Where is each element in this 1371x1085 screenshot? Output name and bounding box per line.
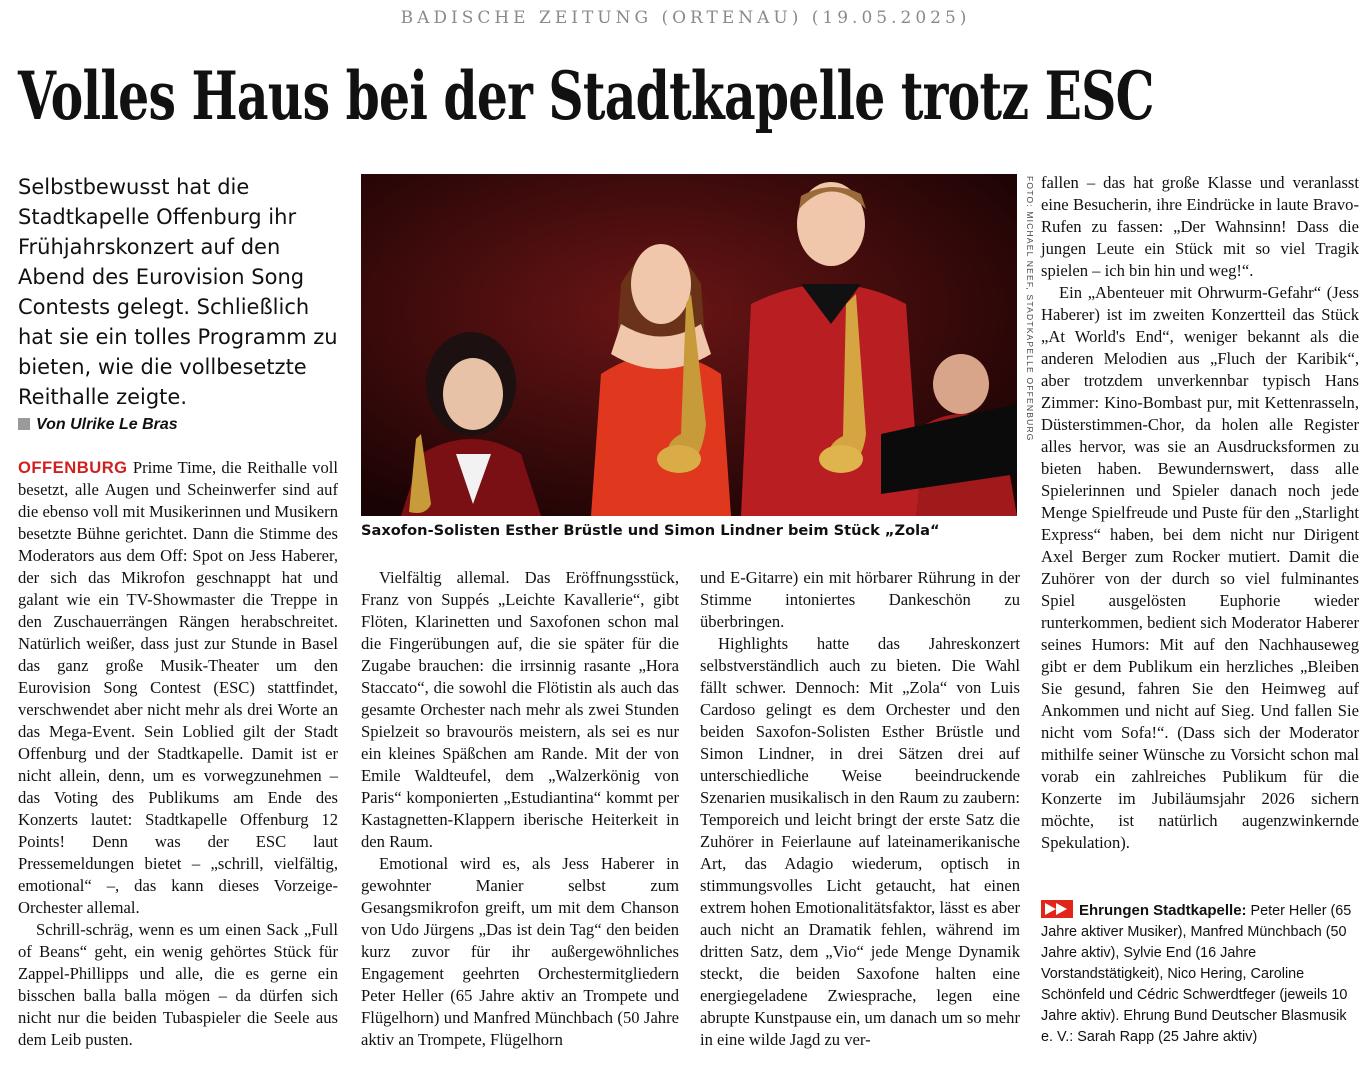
- col2-paragraph-1: Vielfältig allemal. Das Eröffnungsstück, Franz von Suppés „Leichte Kavallerie“, gibt Flöten, Klarinetten und Saxofonen schon mal die Fingerübungen auf, die sie später für die Zugabe brauchen: die irrsinnig rasante „Hora Staccato“, die sowohl die Flötistin als auch das gesamte Orchester nach mehr als zwei Stunden Spielzeit so bravourös meistern, als sei es nur ein kleines Späßchen am Rande. Mit der von Emile Waldteufel, dem „Walzerkönig von Paris“ komponierten „Estudiantina“ kommt per Kastagnetten-Klappern iberische Heiterkeit in den Raum.: [361, 568, 679, 851]
- masthead: BADISCHE ZEITUNG (ORTENAU) (19.05.2025): [400, 8, 971, 28]
- col1-paragraph-1: Prime Time, die Reithalle voll besetzt, alle Augen und Scheinwerfer sind auf die ebenso voll mit Musikerinnen und Musikern besetzte Bühne gerichtet. Dann die Stimme des Moderators aus dem Off: Spot on Jess Haberer, der sich das Mikrofon geschnappt hat und galant wie ein TV-Showmaster die Treppe in den Zuschauerrängen Rängen herabschreitet. Natürlich weißer, dass just zur Stunde in Basel das ganz große Musik-Theater um den Eurovision Song Contest (ESC) stattfindet, verschwendet aber nicht mehr als drei Worte an das Mega-Event. Sein Loblied gilt der Stadt Offenburg und der Stadtkapelle. Damit ist er nicht allein, denn, um es vorwegzunehmen – das Voting des Publikums am Ende des Konzerts lautet: Stadtkapelle Offenburg 12 Points! Denn was der ESC laut Pressemeldungen bietet – „schrill, vielfältig, emotional“ –, das kann dieses Vorzeige-Orchester allemal.: [18, 458, 338, 917]
- byline-square-icon: [18, 418, 30, 430]
- double-arrow-icon: [1041, 900, 1073, 918]
- concert-photo: [361, 174, 1017, 516]
- byline-author: Von Ulrike Le Bras: [36, 416, 178, 433]
- info-box-text: Peter Heller (65 Jahre aktiver Musiker), Manfred Münchbach (50 Jahre aktiv), Sylvie End (16 Jahre Vorstandstätigkeit), Nico Hering, Caroline Schönfeld und Cédric Schwerdtfeger (jeweils 10 Jahre aktiv). Ehrung Bund Deutscher Blasmusik e. V.: Sarah Rapp (25 Jahre aktiv): [1041, 903, 1352, 1045]
- headline: Volles Haus bei der Stadtkapelle trotz ESC: [18, 57, 1154, 135]
- article-column-3: [700, 567, 1020, 1051]
- col1-paragraph-2: Schrill-schräg, wenn es um einen Sack „Full of Beans“ geht, ein wenig gehörtes Stück für Zappel-Phillipps und alle, die es gerne ein bisschen balla balla mögen – da dürfen sich nicht nur die beiden Tubaspieler die Seele aus dem Leib pusten.: [18, 920, 338, 1049]
- photo-caption: Saxofon-Solisten Esther Brüstle und Simon Lindner beim Stück „Zola“: [361, 522, 940, 539]
- col2-paragraph-2: Emotional wird es, als Jess Haberer in gewohnter Manier selbst zum Gesangsmikrofon greift, um mit dem Chanson von Udo Jürgens „Das ist dein Tag“ den beiden kurz zuvor für ihr außergewöhnliches Engagement geehrten Orchestermitgliedern Peter Heller (65 Jahre aktiv an Trompete und Flügelhorn) und Manfred Münchbach (50 Jahre aktiv an Trompete, Flügelhorn: [361, 854, 679, 1049]
- article-column-4: [1041, 172, 1359, 854]
- col4-paragraph-1: fallen – das hat große Klasse und veranlasst eine Besucherin, ihre Eindrücke in laute Bravo-Rufen zu fassen: „Der Wahnsinn! Dass die jungen Leute ein Stück mit so viel Tragik spielen – ich bin hin und weg!“.: [1041, 173, 1359, 280]
- info-box-honors: [1041, 900, 1359, 1048]
- col3-paragraph-2: Highlights hatte das Jahreskonzert selbstverständlich auch zu bieten. Die Wahl fällt schwer. Dennoch: Mit „Zola“ von Luis Cardoso gelingt es dem Orchester und den beiden Saxofon-Solisten Esther Brüstle und Simon Lindner, in drei Sätzen drei auf unterschiedliche Weise beeindruckende Szenarien musikalisch in den Raum zu zaubern: Temporeich und leicht bringt der erste Satz die Zuhörer in Feierlaune auf lateinamerikanische Art, das Adagio wiederum, optisch in stimmungsvolles Licht getaucht, hat einen extrem hohen Emotionalitätsfaktor, lässt es aber auch nicht an Dramatik fehlen, während im dritten Satz, dem „Vio“ jede Menge Dynamik steckt, die beiden Saxofone halten eine energiegeladene Zwiesprache, legen eine abrupte Kunstpause ein, um danach um so mehr in eine wilde Jagd zu ver-: [700, 634, 1020, 1049]
- article-column-2: [361, 567, 679, 1051]
- concert-photo-illustration: [361, 174, 1017, 516]
- col3-paragraph-1: und E-Gitarre) ein mit hörbarer Rührung in der Stimme intoniertes Dankeschön zu überbringen.: [700, 568, 1020, 631]
- byline: [18, 416, 348, 434]
- photo-credit: FOTO: MICHAEL NEEF, STADTKAPELLE OFFENBURG: [1025, 176, 1035, 442]
- info-box-title: Ehrungen Stadtkapelle:: [1079, 902, 1247, 919]
- dateline: OFFENBURG: [18, 458, 128, 477]
- article-column-1: [18, 457, 338, 1051]
- col4-paragraph-2: Ein „Abenteuer mit Ohrwurm-Gefahr“ (Jess Haberer) ist im zweiten Konzertteil das Stück „At World's End“, weniger bekannt als die anderen Melodien aus „Fluch der Karibik“, aber trotzdem unverkennbar typisch Hans Zimmer: Kino-Bombast pur, mit Kettenrasseln, Düsterstimmen-Chor, da holen alle Register alles hervor, was sie an Ausdrucksformen zu bieten haben. Bewundernswert, dass alle Spielerinnen und Spieler danach noch jede Menge Spielfreude und Puste für den „Starlight Express“ haben, bei dem nicht nur Dirigent Axel Berger zum Rocker mutiert. Damit die Zuhörer von der durch so viel fulminantes Spiel ausgelösten Euphorie wieder runterkommen, bedient sich Moderator Haberer seines Humors: Mit auf den Nachhauseweg gibt er dem Publikum ein herzliches „Bleiben Sie gesund, fahren Sie den Heimweg auf Ankommen und nicht auf Sieg. Und fallen Sie nicht vom Sofa!“. (Dass sich der Moderator mithilfe seiner Wünsche zu Vorsicht schon mal vorab ein zahlreiches Publikum für die Konzerte im Jubiläumsjahr 2026 sichern möchte, ist natürlich augenzwinkernde Spekulation).: [1041, 283, 1359, 852]
- lead-paragraph: Selbstbewusst hat die Stadtkapelle Offenburg ihr Frühjahrskonzert auf den Abend des Eurovision Song Contests gelegt. Schließlich hat sie ein tolles Programm zu bieten, wie die vollbesetzte Reithalle zeigte.: [18, 175, 338, 409]
